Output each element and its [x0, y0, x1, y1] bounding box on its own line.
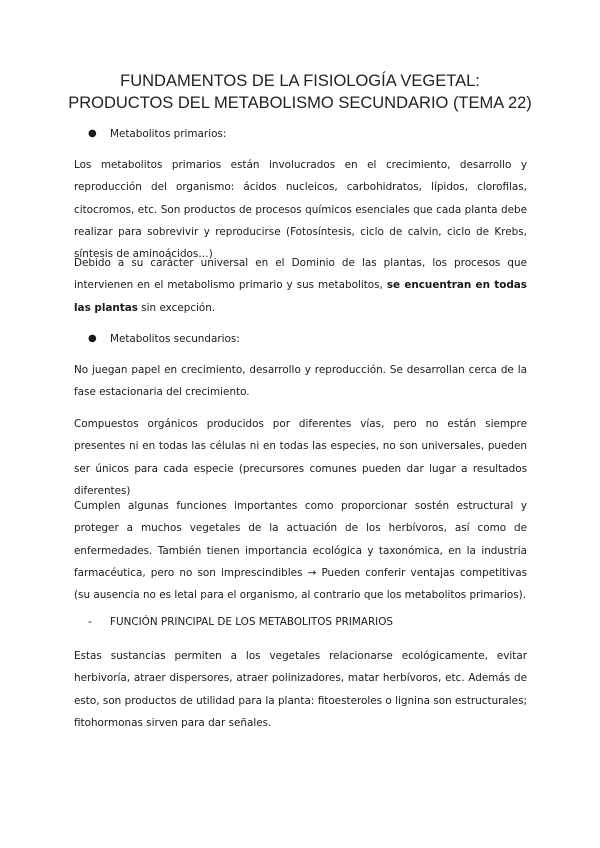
bullet-label: Metabolitos primarios: — [110, 128, 227, 140]
paragraph-bold-text: se encuentran en todas las plantas — [74, 279, 527, 314]
paragraph-secondary-functions: Cumplen algunas funciones importantes como proporcionar sostén estructural y proteger a muchos vegetales de la actuación de los herbívoros, así como de enfermedades. También tienen importancia ecológica y taxonómica, en la industria farmacéutica, pero no son imprescindibles → Pueden conferir ventajas competitivas (su ausencia no es letal para el organismo, al contrario que los metabolitos primarios). — [74, 500, 527, 602]
dash-item-main-function — [88, 615, 488, 629]
bullet-icon: ● — [88, 128, 97, 139]
bullet-item-primary-metabolites — [88, 127, 288, 141]
dash-icon: - — [88, 616, 92, 628]
bullet-label: Metabolitos secundarios: — [110, 333, 240, 345]
paragraph-secondary-role: No juegan papel en crecimiento, desarrollo y reproducción. Se desarrollan cerca de la fase estacionaria del crecimiento. — [74, 364, 527, 399]
paragraph-main-function: Estas sustancias permiten a los vegetales relacionarse ecológicamente, evitar herbivoría, atraer dispersores, atraer polinizadores, matar herbívoros, etc. Además de esto, son productos de utilidad para la planta: fitoesteroles o lignina son estructurales; fitohormonas sirven para dar señales. — [74, 650, 527, 729]
paragraph-primary-universal — [74, 252, 527, 319]
paragraph-secondary-compounds: Compuestos orgánicos producidos por diferentes vías, pero no están siempre presentes ni en todas las células ni en todas las especies, no son universales, pueden ser únicos para cada especie (precursores comunes pueden dar lugar a resultados diferentes) — [74, 418, 527, 497]
document-title-line-2: PRODUCTOS DEL METABOLISMO SECUNDARIO (TEMA 22) — [68, 94, 532, 112]
paragraph-text: Debido a su carácter universal en el Dominio de las plantas, los procesos que intervienen en el metabolismo primario y sus metabolitos, — [74, 257, 527, 292]
paragraph-text: sin excepción. — [137, 301, 216, 314]
document-title-line-1: FUNDAMENTOS DE LA FISIOLOGÍA VEGETAL: — [120, 72, 480, 90]
dash-item-label: FUNCIÓN PRINCIPAL DE LOS METABOLITOS PRIMARIOS — [110, 616, 393, 628]
bullet-icon: ● — [88, 333, 97, 344]
paragraph-primary-definition: Los metabolitos primarios están involucrados en el crecimiento, desarrollo y reproducción del organismo: ácidos nucleicos, carbohidratos, lípidos, clorofilas, citocromos, etc. Son productos de procesos químicos esenciales que cada planta debe realizar para sobrevivir y reproducirse (Fotosíntesis, ciclo de calvin, ciclo de Krebs, síntesis de aminoácidos…) — [74, 159, 527, 261]
bullet-item-secondary-metabolites — [88, 332, 288, 346]
